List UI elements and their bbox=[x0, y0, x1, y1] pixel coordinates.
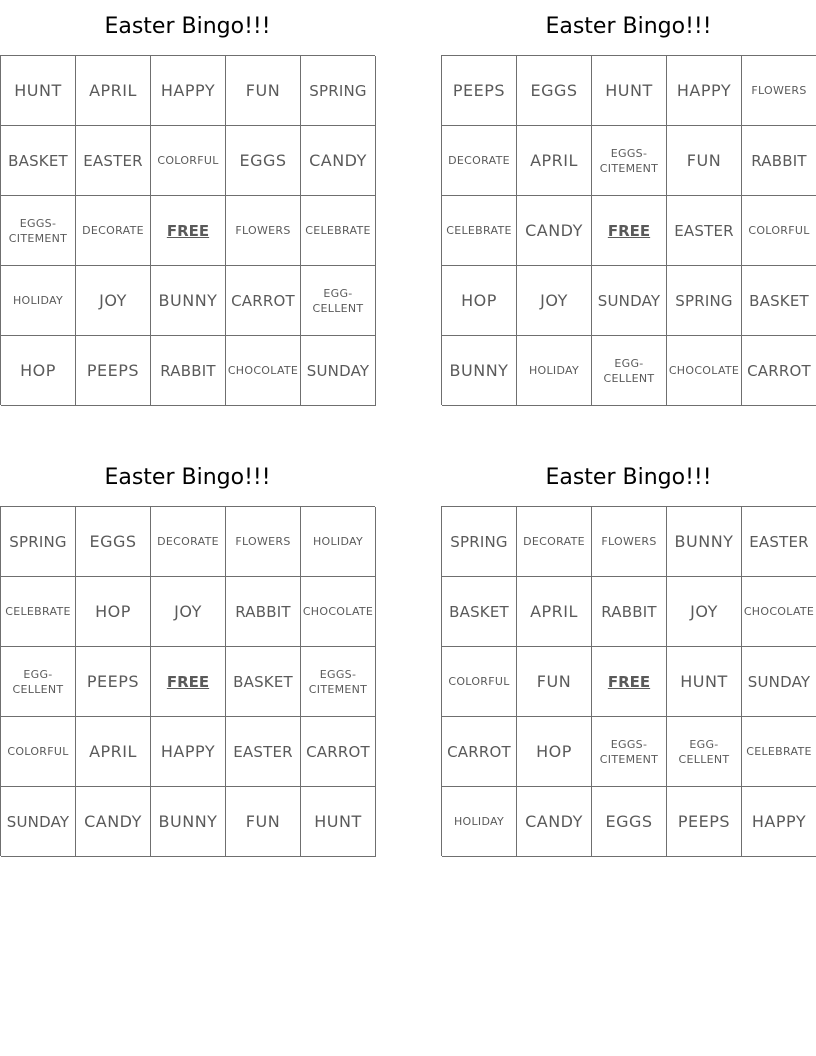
bingo-cell-label: CANDY bbox=[525, 221, 583, 240]
bingo-cell-label: PEEPS bbox=[86, 672, 140, 691]
bingo-cell bbox=[1, 507, 76, 577]
bingo-cell-label: SPRING bbox=[675, 291, 733, 310]
bingo-cell bbox=[1, 266, 76, 336]
bingo-cell-label: EGGS bbox=[89, 532, 137, 551]
bingo-cell-label: EGG- CELLENT bbox=[12, 667, 64, 696]
bingo-cell bbox=[442, 126, 517, 196]
bingo-cell bbox=[742, 647, 816, 717]
bingo-cell-label: BASKET bbox=[8, 151, 68, 170]
bingo-cell bbox=[301, 196, 376, 266]
bingo-cell bbox=[301, 577, 376, 647]
bingo-cell bbox=[151, 56, 226, 126]
bingo-cell bbox=[301, 507, 376, 577]
bingo-cell-label: EGGS- CITEMENT bbox=[599, 146, 659, 175]
bingo-cell-label: HOLIDAY bbox=[12, 294, 64, 307]
bingo-cell bbox=[1, 196, 76, 266]
bingo-cell bbox=[592, 266, 667, 336]
bingo-cell-label: SUNDAY bbox=[306, 361, 370, 380]
bingo-cell bbox=[1, 336, 76, 406]
bingo-cell bbox=[151, 717, 226, 787]
bingo-cell bbox=[442, 577, 517, 647]
bingo-cell bbox=[76, 336, 151, 406]
bingo-cell-label: DECORATE bbox=[523, 535, 585, 548]
bingo-cell bbox=[226, 787, 301, 857]
bingo-cell bbox=[226, 196, 301, 266]
bingo-cell-label: BUNNY bbox=[674, 532, 734, 551]
bingo-cell bbox=[742, 717, 816, 787]
bingo-cell bbox=[667, 647, 742, 717]
bingo-cell bbox=[517, 507, 592, 577]
bingo-cell-label: BUNNY bbox=[158, 291, 218, 310]
bingo-cell-label: EGGS- CITEMENT bbox=[308, 667, 368, 696]
bingo-cell-label: BUNNY bbox=[158, 812, 218, 831]
bingo-cell bbox=[442, 266, 517, 336]
bingo-cell-label: CELEBRATE bbox=[305, 224, 371, 237]
card-title: Easter Bingo!!! bbox=[545, 14, 712, 39]
bingo-cell-label: DECORATE bbox=[157, 535, 219, 548]
bingo-cell-label: HOP bbox=[20, 361, 56, 380]
bingo-cell-label: HOLIDAY bbox=[312, 535, 364, 548]
bingo-cell-label: APRIL bbox=[89, 742, 137, 761]
bingo-cell bbox=[226, 577, 301, 647]
bingo-cell-label: SUNDAY bbox=[6, 812, 70, 831]
bingo-cell-label: FREE bbox=[166, 672, 210, 691]
bingo-cell bbox=[76, 126, 151, 196]
bingo-cell bbox=[742, 196, 816, 266]
bingo-cell bbox=[517, 647, 592, 717]
bingo-cell bbox=[742, 577, 816, 647]
bingo-cell bbox=[667, 717, 742, 787]
bingo-cell bbox=[667, 507, 742, 577]
bingo-cell bbox=[517, 787, 592, 857]
bingo-cell bbox=[76, 507, 151, 577]
bingo-cell-label: EGG- CELLENT bbox=[603, 356, 655, 385]
bingo-cell-label: BASKET bbox=[749, 291, 809, 310]
bingo-cell bbox=[442, 647, 517, 717]
bingo-cell-label: CELEBRATE bbox=[446, 224, 512, 237]
bingo-cell-label: RABBIT bbox=[601, 602, 657, 621]
bingo-cell bbox=[301, 126, 376, 196]
bingo-cell-label: CANDY bbox=[84, 812, 142, 831]
bingo-cell bbox=[301, 336, 376, 406]
bingo-cell-label: EGGS bbox=[239, 151, 287, 170]
bingo-cell bbox=[592, 507, 667, 577]
bingo-cell-label: SPRING bbox=[450, 532, 508, 551]
bingo-cell-label: EASTER bbox=[83, 151, 143, 170]
bingo-cell-label: PEEPS bbox=[677, 812, 731, 831]
bingo-cell bbox=[667, 336, 742, 406]
bingo-cell bbox=[76, 577, 151, 647]
bingo-cell-label: APRIL bbox=[89, 81, 137, 100]
bingo-cell-label: HUNT bbox=[680, 672, 728, 691]
bingo-cell bbox=[151, 336, 226, 406]
bingo-cell-label: FREE bbox=[166, 221, 210, 240]
bingo-cell bbox=[151, 266, 226, 336]
bingo-cell bbox=[76, 647, 151, 717]
bingo-cell-label: EGGS- CITEMENT bbox=[8, 216, 68, 245]
bingo-cell bbox=[517, 336, 592, 406]
bingo-cell-label: HUNT bbox=[605, 81, 653, 100]
bingo-cell-label: DECORATE bbox=[82, 224, 144, 237]
bingo-cell-label: FUN bbox=[536, 672, 572, 691]
bingo-cell-label: HAPPY bbox=[160, 742, 216, 761]
bingo-grid bbox=[441, 55, 816, 405]
bingo-cell-label: HOLIDAY bbox=[453, 815, 505, 828]
bingo-cell bbox=[442, 717, 517, 787]
bingo-cell bbox=[592, 56, 667, 126]
bingo-cell-label: JOY bbox=[690, 602, 718, 621]
bingo-cell-label: COLORFUL bbox=[157, 154, 219, 167]
bingo-cell-label: HOLIDAY bbox=[528, 364, 580, 377]
bingo-cell-label: PEEPS bbox=[86, 361, 140, 380]
bingo-cell-label: CARROT bbox=[447, 742, 511, 761]
bingo-cell bbox=[1, 647, 76, 717]
bingo-cell-label: HAPPY bbox=[751, 812, 807, 831]
bingo-cell-label: SPRING bbox=[309, 81, 367, 100]
bingo-cell-label: RABBIT bbox=[751, 151, 807, 170]
bingo-cell-label: SPRING bbox=[9, 532, 67, 551]
bingo-cell-label: CARROT bbox=[306, 742, 370, 761]
bingo-cell-label: APRIL bbox=[530, 602, 578, 621]
bingo-cell bbox=[76, 266, 151, 336]
bingo-cell bbox=[667, 787, 742, 857]
bingo-cell bbox=[151, 196, 226, 266]
bingo-cell bbox=[592, 577, 667, 647]
bingo-cell-label: EASTER bbox=[233, 742, 293, 761]
bingo-cell bbox=[226, 647, 301, 717]
bingo-cell bbox=[592, 717, 667, 787]
bingo-cell bbox=[226, 336, 301, 406]
bingo-cell-label: DECORATE bbox=[448, 154, 510, 167]
bingo-cell-label: HOP bbox=[461, 291, 497, 310]
bingo-cell-label: JOY bbox=[174, 602, 202, 621]
bingo-cell bbox=[742, 507, 816, 577]
bingo-cell bbox=[442, 787, 517, 857]
bingo-cell-label: RABBIT bbox=[235, 602, 291, 621]
bingo-cell-label: CELEBRATE bbox=[5, 605, 71, 618]
bingo-cell bbox=[742, 126, 816, 196]
bingo-cell-label: FUN bbox=[245, 812, 281, 831]
bingo-cell bbox=[667, 126, 742, 196]
bingo-cell bbox=[1, 126, 76, 196]
bingo-cell-label: EGG- CELLENT bbox=[678, 737, 730, 766]
bingo-cell bbox=[667, 577, 742, 647]
bingo-cell-label: EASTER bbox=[674, 221, 734, 240]
bingo-cell-label: COLORFUL bbox=[7, 745, 69, 758]
bingo-cell-label: EGG- CELLENT bbox=[312, 286, 364, 315]
card-title: Easter Bingo!!! bbox=[104, 465, 271, 490]
bingo-cell bbox=[301, 717, 376, 787]
bingo-cell bbox=[76, 196, 151, 266]
bingo-cell bbox=[226, 56, 301, 126]
bingo-cell-label: EASTER bbox=[749, 532, 809, 551]
bingo-cell-label: FLOWERS bbox=[751, 84, 807, 97]
bingo-cell-label: FLOWERS bbox=[601, 535, 657, 548]
bingo-cell bbox=[1, 717, 76, 787]
bingo-cell bbox=[517, 577, 592, 647]
bingo-cell-label: BASKET bbox=[449, 602, 509, 621]
bingo-cell-label: FUN bbox=[686, 151, 722, 170]
bingo-cell-label: CHOCOLATE bbox=[227, 364, 299, 377]
bingo-cell bbox=[667, 56, 742, 126]
bingo-cell bbox=[151, 577, 226, 647]
bingo-cell bbox=[151, 507, 226, 577]
bingo-cell bbox=[151, 787, 226, 857]
bingo-cell bbox=[517, 56, 592, 126]
bingo-cell-label: CHOCOLATE bbox=[668, 364, 740, 377]
bingo-cell bbox=[742, 787, 816, 857]
bingo-cell bbox=[442, 196, 517, 266]
bingo-cell bbox=[517, 717, 592, 787]
bingo-cell bbox=[76, 56, 151, 126]
bingo-cell bbox=[301, 266, 376, 336]
bingo-cell bbox=[226, 266, 301, 336]
bingo-cell bbox=[442, 336, 517, 406]
bingo-cell-label: SUNDAY bbox=[747, 672, 811, 691]
bingo-cell bbox=[742, 266, 816, 336]
bingo-cell-label: FLOWERS bbox=[235, 535, 291, 548]
bingo-cell-label: RABBIT bbox=[160, 361, 216, 380]
bingo-cell-label: JOY bbox=[540, 291, 568, 310]
bingo-cell bbox=[592, 787, 667, 857]
bingo-cell bbox=[301, 647, 376, 717]
bingo-cell-label: CANDY bbox=[309, 151, 367, 170]
bingo-cell-label: JOY bbox=[99, 291, 127, 310]
bingo-cell-label: APRIL bbox=[530, 151, 578, 170]
bingo-cell-label: HAPPY bbox=[160, 81, 216, 100]
bingo-cell-label: CELEBRATE bbox=[746, 745, 812, 758]
bingo-cell-label: FUN bbox=[245, 81, 281, 100]
bingo-cell-label: HOP bbox=[536, 742, 572, 761]
bingo-cell-label: CARROT bbox=[747, 361, 811, 380]
bingo-cell bbox=[1, 787, 76, 857]
card-title: Easter Bingo!!! bbox=[104, 14, 271, 39]
bingo-cell bbox=[592, 336, 667, 406]
bingo-cell bbox=[517, 126, 592, 196]
bingo-cell-label: CARROT bbox=[231, 291, 295, 310]
bingo-cell bbox=[151, 647, 226, 717]
bingo-cell bbox=[742, 56, 816, 126]
bingo-cell-label: BUNNY bbox=[449, 361, 509, 380]
bingo-cell-label: COLORFUL bbox=[748, 224, 810, 237]
bingo-cell-label: CHOCOLATE bbox=[743, 605, 815, 618]
bingo-cell-label: SUNDAY bbox=[597, 291, 661, 310]
bingo-cell bbox=[592, 196, 667, 266]
bingo-cell-label: FREE bbox=[607, 221, 651, 240]
bingo-cell-label: PEEPS bbox=[452, 81, 506, 100]
bingo-cell bbox=[517, 196, 592, 266]
bingo-cell bbox=[667, 196, 742, 266]
bingo-cell-label: HAPPY bbox=[676, 81, 732, 100]
bingo-cell-label: FREE bbox=[607, 672, 651, 691]
bingo-cell-label: HUNT bbox=[314, 812, 362, 831]
bingo-cell-label: FLOWERS bbox=[235, 224, 291, 237]
bingo-cell bbox=[1, 577, 76, 647]
bingo-cell-label: HUNT bbox=[14, 81, 62, 100]
bingo-cell bbox=[226, 507, 301, 577]
bingo-grid bbox=[0, 55, 375, 405]
bingo-cell bbox=[592, 126, 667, 196]
bingo-cell bbox=[592, 647, 667, 717]
bingo-cell-label: COLORFUL bbox=[448, 675, 510, 688]
bingo-grid bbox=[441, 506, 816, 856]
bingo-cell bbox=[76, 787, 151, 857]
bingo-cell-label: EGGS bbox=[530, 81, 578, 100]
bingo-cell-label: BASKET bbox=[233, 672, 293, 691]
bingo-cell-label: HOP bbox=[95, 602, 131, 621]
bingo-cell bbox=[226, 717, 301, 787]
bingo-cell bbox=[76, 717, 151, 787]
bingo-grid bbox=[0, 506, 375, 856]
card-title: Easter Bingo!!! bbox=[545, 465, 712, 490]
bingo-cell bbox=[667, 266, 742, 336]
bingo-cell bbox=[301, 787, 376, 857]
bingo-cell bbox=[442, 507, 517, 577]
bingo-cell bbox=[301, 56, 376, 126]
bingo-cell-label: CANDY bbox=[525, 812, 583, 831]
bingo-cell-label: CHOCOLATE bbox=[302, 605, 374, 618]
bingo-cell bbox=[1, 56, 76, 126]
bingo-cell bbox=[742, 336, 816, 406]
bingo-cell-label: EGGS bbox=[605, 812, 653, 831]
bingo-cell-label: EGGS- CITEMENT bbox=[599, 737, 659, 766]
bingo-cell bbox=[517, 266, 592, 336]
bingo-cell bbox=[442, 56, 517, 126]
bingo-cell bbox=[151, 126, 226, 196]
bingo-cell bbox=[226, 126, 301, 196]
